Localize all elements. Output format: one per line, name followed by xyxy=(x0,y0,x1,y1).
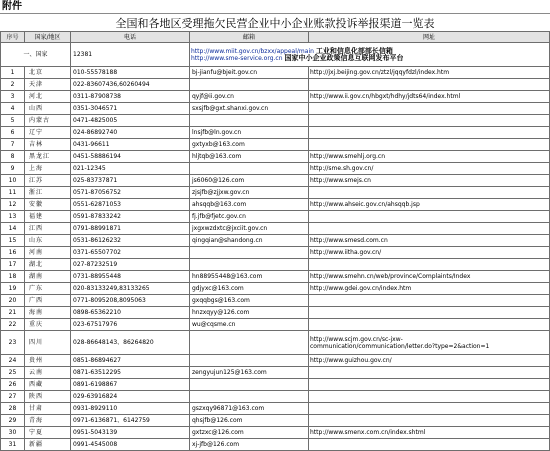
number-cell: 20 xyxy=(1,295,25,307)
table-row xyxy=(1,79,550,91)
email-cell[interactable]: lnsjfb@ln.gov.cn xyxy=(190,127,309,139)
region-cell: 甘肃 xyxy=(25,403,71,415)
email-cell[interactable]: sxsjfb@gxt.shanxi.gov.cn xyxy=(190,103,309,115)
number-cell: 17 xyxy=(1,259,25,271)
region-cell: 山东 xyxy=(25,235,71,247)
number-cell: 12 xyxy=(1,199,25,211)
national-phone-cell: 12381 xyxy=(71,43,190,67)
number-cell: 13 xyxy=(1,211,25,223)
table-row xyxy=(1,271,550,283)
phone-cell: 0891-6198867 xyxy=(71,379,190,391)
website-cell[interactable]: http://www.gdei.gov.cn/index.htm xyxy=(309,283,550,295)
region-cell: 宁夏 xyxy=(25,427,71,439)
header-divider xyxy=(0,13,550,14)
national-label-2: 国家中小企业政策信息互联网发布平台 xyxy=(284,53,404,62)
header-phone: 电话 xyxy=(71,32,190,43)
website-cell xyxy=(309,319,550,331)
region-cell: 广西 xyxy=(25,295,71,307)
website-cell xyxy=(309,391,550,403)
table-row xyxy=(1,415,550,427)
national-label-1: 工业和信息化部部长信箱 xyxy=(315,46,393,55)
table-row xyxy=(1,115,550,127)
email-cell xyxy=(190,247,309,259)
region-cell: 北京 xyxy=(25,67,71,79)
phone-cell: 022-83607436,60260494 xyxy=(71,79,190,91)
email-cell[interactable]: bj-jianfu@bjeit.gov.cn xyxy=(190,67,309,79)
number-cell: 6 xyxy=(1,127,25,139)
email-cell xyxy=(190,355,309,367)
website-cell[interactable]: http://www.ahseic.gov.cn/ahsqqb.jsp xyxy=(309,199,550,211)
table-row xyxy=(1,379,550,391)
region-cell: 上海 xyxy=(25,163,71,175)
number-cell: 1 xyxy=(1,67,25,79)
phone-cell: 0351-3046571 xyxy=(71,103,190,115)
website-cell xyxy=(309,127,550,139)
table-row xyxy=(1,67,550,79)
website-cell xyxy=(309,259,550,271)
email-cell[interactable]: gxtzxc@126.com xyxy=(190,427,309,439)
region-cell: 浙江 xyxy=(25,187,71,199)
website-cell[interactable]: http://www.guizhou.gov.cn/ xyxy=(309,355,550,367)
website-cell[interactable]: http://www.smehn.cn/web/province/Complaints/Index xyxy=(309,271,550,283)
phone-cell: 010-55578188 xyxy=(71,67,190,79)
email-cell[interactable]: wu@cqsme.cn xyxy=(190,319,309,331)
phone-cell: 0991-4545008 xyxy=(71,439,190,451)
email-cell[interactable]: jxgxwzdxtc@jxciit.gov.cn xyxy=(190,223,309,235)
table-header-row xyxy=(1,32,550,43)
region-cell: 安徽 xyxy=(25,199,71,211)
email-cell xyxy=(190,163,309,175)
number-cell: 26 xyxy=(1,379,25,391)
website-cell xyxy=(309,103,550,115)
email-cell[interactable]: fj.jfb@fjetc.gov.cn xyxy=(190,211,309,223)
phone-cell: 027-87232519 xyxy=(71,259,190,271)
phone-cell: 021-12345 xyxy=(71,163,190,175)
number-cell: 7 xyxy=(1,139,25,151)
website-cell xyxy=(309,307,550,319)
table-row xyxy=(1,307,550,319)
email-cell xyxy=(190,379,309,391)
number-cell: 24 xyxy=(1,355,25,367)
attachment-label: 附件 xyxy=(2,1,22,12)
table-row xyxy=(1,403,550,415)
email-cell[interactable]: gxqqbgs@163.com xyxy=(190,295,309,307)
region-cell: 西藏 xyxy=(25,379,71,391)
header-number: 序号 xyxy=(1,32,25,43)
region-cell: 河南 xyxy=(25,247,71,259)
email-cell[interactable]: gdjyxc@163.com xyxy=(190,283,309,295)
phone-cell: 0931-8929110 xyxy=(71,403,190,415)
website-line[interactable]: communication/communication/letter.do?type=2&action=1 xyxy=(310,342,490,350)
table-row xyxy=(1,163,550,175)
number-cell: 23 xyxy=(1,331,25,355)
table-row xyxy=(1,139,550,151)
website-cell xyxy=(309,223,550,235)
phone-cell: 0571-87056752 xyxy=(71,187,190,199)
phone-cell: 0851-86894627 xyxy=(71,355,190,367)
number-cell: 30 xyxy=(1,427,25,439)
number-cell: 16 xyxy=(1,247,25,259)
table-row xyxy=(1,91,550,103)
table-row xyxy=(1,319,550,331)
phone-cell: 0371-65507702 xyxy=(71,247,190,259)
number-cell: 14 xyxy=(1,223,25,235)
website-cell[interactable]: http://www.smejs.cn xyxy=(309,175,550,187)
email-cell[interactable]: gxtyxb@163.com xyxy=(190,139,309,151)
phone-cell: 025-83737871 xyxy=(71,175,190,187)
phone-cell: 0951-5043139 xyxy=(71,427,190,439)
table-row xyxy=(1,259,550,271)
email-cell[interactable]: qyjf@ii.gov.cn xyxy=(190,91,309,103)
phone-cell: 0451-58886194 xyxy=(71,151,190,163)
region-cell: 广东 xyxy=(25,283,71,295)
website-cell xyxy=(309,403,550,415)
table-row xyxy=(1,427,550,439)
email-cell[interactable]: xj-jfb@126.com xyxy=(190,439,309,451)
region-cell: 陕西 xyxy=(25,391,71,403)
phone-cell: 028-86648143、86264820 xyxy=(71,331,190,355)
email-cell[interactable]: hljtqb@163.com xyxy=(190,151,309,163)
website-cell[interactable]: http://www.smenx.com.cn/index.shtml xyxy=(309,427,550,439)
phone-cell: 0591-87833242 xyxy=(71,211,190,223)
header-region: 国家/地区 xyxy=(25,32,71,43)
table-row xyxy=(1,391,550,403)
number-cell: 8 xyxy=(1,151,25,163)
email-cell xyxy=(190,79,309,91)
region-cell: 天津 xyxy=(25,79,71,91)
email-cell xyxy=(190,259,309,271)
website-cell[interactable]: http://www.iitha.gov.cn/ xyxy=(309,247,550,259)
phone-cell: 029-63916824 xyxy=(71,391,190,403)
table-row xyxy=(1,223,550,235)
number-cell: 2 xyxy=(1,79,25,91)
phone-cell: 0531-86126232 xyxy=(71,235,190,247)
region-cell: 新疆 xyxy=(25,439,71,451)
table-row xyxy=(1,247,550,259)
number-cell: 27 xyxy=(1,391,25,403)
phone-cell: 023-67517976 xyxy=(71,319,190,331)
number-cell: 11 xyxy=(1,187,25,199)
website-cell xyxy=(309,415,550,427)
email-cell xyxy=(190,391,309,403)
region-cell: 湖北 xyxy=(25,259,71,271)
number-cell: 22 xyxy=(1,319,25,331)
number-cell: 28 xyxy=(1,403,25,415)
national-url-1[interactable]: http://www.miit.gov.cn/bzxx/appeal/main xyxy=(191,47,314,55)
number-cell: 29 xyxy=(1,415,25,427)
region-cell: 海南 xyxy=(25,307,71,319)
phone-cell: 0771-8095208,8095063 xyxy=(71,295,190,307)
region-cell: 内蒙古 xyxy=(25,115,71,127)
website-cell[interactable]: http://www.smesd.com.cn xyxy=(309,235,550,247)
phone-cell: 0791-88991871 xyxy=(71,223,190,235)
number-cell: 15 xyxy=(1,235,25,247)
number-cell: 10 xyxy=(1,175,25,187)
region-cell: 云南 xyxy=(25,367,71,379)
website-cell[interactable]: http://www.ii.gov.cn/hbgxt/hdhy/jdts64/index.html xyxy=(309,91,550,103)
number-cell: 21 xyxy=(1,307,25,319)
phone-cell: 0898-65362210 xyxy=(71,307,190,319)
email-cell[interactable]: qingqian@shandong.cn xyxy=(190,235,309,247)
phone-cell: 0471-4825005 xyxy=(71,115,190,127)
region-cell: 辽宁 xyxy=(25,127,71,139)
table-row xyxy=(1,235,550,247)
number-cell: 18 xyxy=(1,271,25,283)
email-cell[interactable]: ahsqqb@163.com xyxy=(190,199,309,211)
email-cell[interactable]: zengyujun125@163.com xyxy=(190,367,309,379)
number-cell: 19 xyxy=(1,283,25,295)
email-cell[interactable]: js6060@126.com xyxy=(190,175,309,187)
website-line[interactable]: http://www.scjm.gov.cn/sc-jxw- xyxy=(310,335,403,343)
phone-cell: 0871-63512295 xyxy=(71,367,190,379)
table-row xyxy=(1,151,550,163)
email-cell[interactable]: qhsjfb@126.com xyxy=(190,415,309,427)
table-row xyxy=(1,199,550,211)
phone-cell: 0731-88955448 xyxy=(71,271,190,283)
phone-cell: 0311-87908738 xyxy=(71,91,190,103)
email-cell[interactable]: hnzxqyy@126.com xyxy=(190,307,309,319)
table-row xyxy=(1,103,550,115)
table-row xyxy=(1,187,550,199)
national-url-2[interactable]: http://www.sme-service.org.cn xyxy=(191,54,283,62)
website-cell xyxy=(309,211,550,223)
phone-cell: 0971-6136871、6142759 xyxy=(71,415,190,427)
website-cell[interactable] xyxy=(309,331,550,355)
region-cell: 湖南 xyxy=(25,271,71,283)
website-cell xyxy=(309,187,550,199)
header-email: 邮箱 xyxy=(190,32,309,43)
table-row xyxy=(1,367,550,379)
phone-cell: 024-86892740 xyxy=(71,127,190,139)
number-cell: 31 xyxy=(1,439,25,451)
table-row-national xyxy=(1,43,550,67)
header-website: 网址 xyxy=(309,32,550,43)
region-cell: 吉林 xyxy=(25,139,71,151)
website-cell xyxy=(309,79,550,91)
region-cell: 青海 xyxy=(25,415,71,427)
website-cell xyxy=(309,139,550,151)
table-row xyxy=(1,283,550,295)
table-row xyxy=(1,355,550,367)
page-title: 全国和各地区受理拖欠民营企业中小企业账款投诉举报渠道一览表 xyxy=(115,17,435,30)
table-row xyxy=(1,331,550,355)
website-cell xyxy=(309,367,550,379)
website-cell xyxy=(309,379,550,391)
table-row xyxy=(1,295,550,307)
website-cell xyxy=(309,295,550,307)
region-cell: 黑龙江 xyxy=(25,151,71,163)
phone-cell: 0551-62871053 xyxy=(71,199,190,211)
national-web-cell xyxy=(190,43,550,67)
number-cell: 5 xyxy=(1,115,25,127)
table-row xyxy=(1,211,550,223)
website-cell[interactable]: http://jxj.beijing.gov.cn/ztzl/jqqyfdzl/index.htm xyxy=(309,67,550,79)
region-cell: 江苏 xyxy=(25,175,71,187)
number-cell: 4 xyxy=(1,103,25,115)
region-cell: 重庆 xyxy=(25,319,71,331)
region-cell: 贵州 xyxy=(25,355,71,367)
email-cell xyxy=(190,331,309,355)
website-cell xyxy=(309,115,550,127)
email-cell[interactable]: gszxqy96871@163.com xyxy=(190,403,309,415)
national-number-cell: 一、国家 xyxy=(1,43,71,67)
table-row xyxy=(1,127,550,139)
email-cell xyxy=(190,115,309,127)
region-cell: 江西 xyxy=(25,223,71,235)
channels-table xyxy=(0,31,550,451)
phone-cell: 0431-96611 xyxy=(71,139,190,151)
email-cell[interactable]: zjsjfb@zjjxw.gov.cn xyxy=(190,187,309,199)
region-cell: 四川 xyxy=(25,331,71,355)
number-cell: 3 xyxy=(1,91,25,103)
region-cell: 福建 xyxy=(25,211,71,223)
email-cell[interactable]: hn88955448@163.com xyxy=(190,271,309,283)
region-cell: 山西 xyxy=(25,103,71,115)
website-cell[interactable]: http://sme.sh.gov.cn/ xyxy=(309,163,550,175)
region-cell: 河北 xyxy=(25,91,71,103)
number-cell: 9 xyxy=(1,163,25,175)
table-row xyxy=(1,175,550,187)
website-cell[interactable]: http://www.smehlj.org.cn xyxy=(309,151,550,163)
phone-cell: 020-83133249,83133265 xyxy=(71,283,190,295)
number-cell: 25 xyxy=(1,367,25,379)
